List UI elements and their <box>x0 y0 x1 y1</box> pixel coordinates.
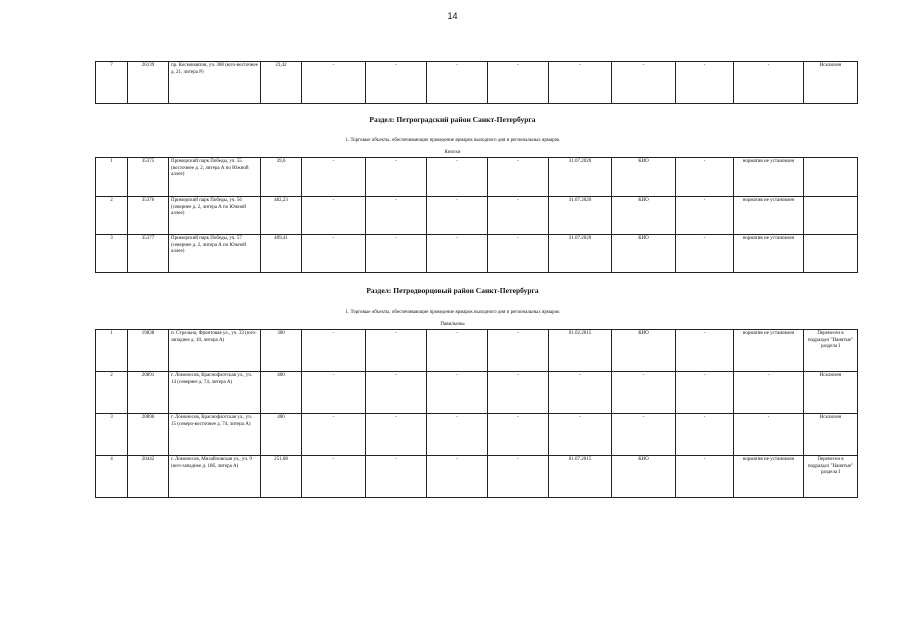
table-cell: - <box>302 456 366 498</box>
table-cell: - <box>676 158 734 197</box>
table-cell: - <box>366 197 427 235</box>
table-cell: - <box>549 372 612 414</box>
table-cell: 251,08 <box>261 456 302 498</box>
table-cell: 20896 <box>128 414 169 456</box>
table-cell: 31.07.2020 <box>549 235 612 273</box>
table-cell: пр. Космонавтов, уч. 308 (юго-восточнее д. 21, литера Р) <box>169 62 261 104</box>
table-cell: - <box>366 158 427 197</box>
table-row <box>96 414 858 456</box>
table-row <box>96 197 858 235</box>
petrogradsky-table <box>95 157 858 273</box>
table-cell: - <box>302 62 366 104</box>
table-cell: 1 <box>96 330 128 372</box>
table-cell: - <box>488 158 549 197</box>
table-cell: - <box>427 372 488 414</box>
table-cell: - <box>612 372 676 414</box>
table-cell <box>804 158 858 197</box>
table-cell: - <box>676 330 734 372</box>
table-cell: п. Стрельна, Фронтовая ул., уч. 33 (юго-западнее д. 10, литера А) <box>169 330 261 372</box>
table-row <box>96 330 858 372</box>
table-cell: 400 <box>261 372 302 414</box>
table-cell: норматив не установлен <box>734 197 804 235</box>
table-cell: - <box>488 330 549 372</box>
table-cell: Перенесен в подраздел "Нанятые" раздела I <box>804 456 858 498</box>
table-cell: 01.07.2015 <box>549 456 612 498</box>
table-cell: - <box>366 456 427 498</box>
table-cell: 23,42 <box>261 62 302 104</box>
table-cell: - <box>549 414 612 456</box>
category-label-kiosks: Киоски <box>444 150 461 155</box>
table-cell: 35376 <box>128 197 169 235</box>
table-cell: - <box>676 62 734 104</box>
table-cell: - <box>366 372 427 414</box>
table-cell <box>804 197 858 235</box>
table-cell: 1 <box>96 158 128 197</box>
table-cell: 31.07.2020 <box>549 158 612 197</box>
table-cell: норматив не установлен <box>734 330 804 372</box>
section-subtitle-petrogradsky: 1. Торговые объекты, обеспечивающие проведение ярмарок выходного дня и региональных ярмарок <box>345 138 560 143</box>
table-cell: - <box>676 414 734 456</box>
table-cell: - <box>302 330 366 372</box>
table-cell: 35377 <box>128 235 169 273</box>
table-cell: - <box>734 62 804 104</box>
table-cell: - <box>302 235 366 273</box>
table-cell: 400 <box>261 414 302 456</box>
table-cell: 482,23 <box>261 197 302 235</box>
table-cell: - <box>734 414 804 456</box>
table-cell: - <box>549 62 612 104</box>
table-cell: г. Ломоносов, Михайловская ул., уч. 9 (юго-западнее д. 18б, литера А) <box>169 456 261 498</box>
table-cell: КИО <box>612 158 676 197</box>
table-cell: Исключен <box>804 414 858 456</box>
table-cell: 39,6 <box>261 158 302 197</box>
table-cell: норматив не установлен <box>734 235 804 273</box>
table-cell: 3 <box>96 414 128 456</box>
table-cell: 31.07.2020 <box>549 197 612 235</box>
table-cell: - <box>302 197 366 235</box>
continuation-table <box>95 61 858 104</box>
table-cell: - <box>734 372 804 414</box>
table-cell: - <box>488 62 549 104</box>
table-cell: - <box>488 197 549 235</box>
table-cell: 409,41 <box>261 235 302 273</box>
table-cell: - <box>676 372 734 414</box>
table-cell: - <box>676 235 734 273</box>
table-cell: Перенесен в подраздел "Нанятые" раздела I <box>804 330 858 372</box>
table-cell: Приморский парк Победы, уч. 56 (севернее д. 2, литера А по Южной аллее) <box>169 197 261 235</box>
petrodvortsovy-table <box>95 329 858 498</box>
table-cell: - <box>302 414 366 456</box>
table-row <box>96 158 858 197</box>
table-cell: Исключен <box>804 62 858 104</box>
table-cell: норматив не установлен <box>734 456 804 498</box>
table-row <box>96 235 858 273</box>
table-cell: КИО <box>612 197 676 235</box>
table-cell: КИО <box>612 235 676 273</box>
table-cell: 19838 <box>128 330 169 372</box>
table-cell: 20891 <box>128 372 169 414</box>
table-cell: КИО <box>612 330 676 372</box>
table-cell: - <box>427 197 488 235</box>
table-cell: - <box>488 414 549 456</box>
page-number: 14 <box>447 11 458 21</box>
section-subtitle-petrodvortsovy: 1. Торговые объекты, обеспечивающие проведение ярмарок выходного дня и региональных ярмарок <box>345 310 560 315</box>
table-cell: 4 <box>96 456 128 498</box>
table-cell: - <box>427 158 488 197</box>
table-cell: Приморский парк Победы, уч. 55 (восточнее д. 2, литера А по Южной аллее) <box>169 158 261 197</box>
category-label-pavilions: Павильоны <box>440 322 465 327</box>
table-cell: - <box>366 62 427 104</box>
table-cell: - <box>488 235 549 273</box>
table-cell: 300 <box>261 330 302 372</box>
table-cell: - <box>302 372 366 414</box>
table-cell: - <box>676 197 734 235</box>
table-cell: 3 <box>96 235 128 273</box>
table-cell: - <box>612 414 676 456</box>
table-cell: г. Ломоносов, Краснофлотская ул., уч. 15 (северо-восточнее д. 74, литера А) <box>169 414 261 456</box>
table-cell: - <box>366 235 427 273</box>
table-cell: - <box>366 330 427 372</box>
table-row <box>96 456 858 498</box>
table-cell: - <box>488 456 549 498</box>
table-cell: - <box>427 235 488 273</box>
table-cell <box>804 235 858 273</box>
section-title-petrogradsky: Раздел: Петроградский район Санкт-Петербурга <box>369 115 536 124</box>
table-cell: - <box>488 372 549 414</box>
table-cell: г. Ломоносов, Краснофлотская ул., уч. 14 (севернее д. 74, литера А) <box>169 372 261 414</box>
table-cell: 20442 <box>128 456 169 498</box>
section-title-petrodvortsovy: Раздел: Петродворцовый район Санкт-Петербурга <box>366 286 539 295</box>
table-cell: - <box>427 414 488 456</box>
table-row <box>96 372 858 414</box>
table-cell: 35375 <box>128 158 169 197</box>
table-cell: КИО <box>612 456 676 498</box>
table-cell: - <box>427 62 488 104</box>
table-cell: норматив не установлен <box>734 158 804 197</box>
table-cell: 2 <box>96 197 128 235</box>
table-cell: Приморский парк Победы, уч. 57 (севернее д. 2, литера А по Южной аллее) <box>169 235 261 273</box>
table-cell: - <box>427 330 488 372</box>
table-cell: - <box>366 414 427 456</box>
table-cell: 01.02.2015 <box>549 330 612 372</box>
table-row <box>96 62 858 104</box>
table-cell: 7 <box>96 62 128 104</box>
table-cell: - <box>302 158 366 197</box>
table-cell: 26139 <box>128 62 169 104</box>
table-cell: 2 <box>96 372 128 414</box>
table-cell: - <box>612 62 676 104</box>
table-cell: - <box>676 456 734 498</box>
table-cell: - <box>427 456 488 498</box>
table-cell: Исключен <box>804 372 858 414</box>
